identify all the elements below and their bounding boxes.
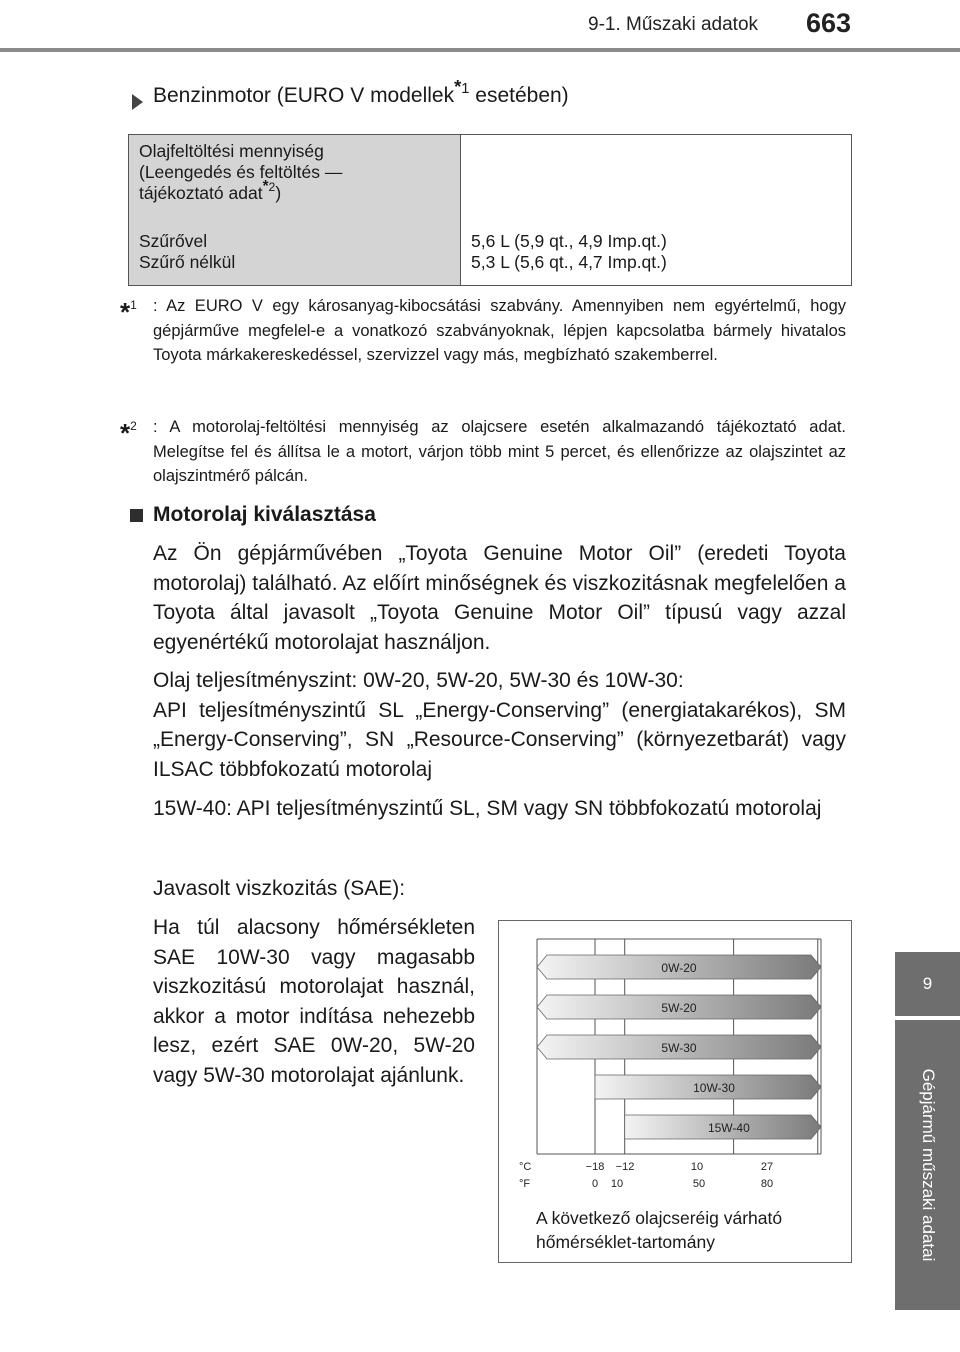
viscosity-bar-label: 15W-40 xyxy=(707,1121,750,1135)
oil-15w40-paragraph: 15W-40: API teljesítményszintű SL, SM vagy SN többfokozatú motorolaj xyxy=(153,797,822,820)
viscosity-label: Javasolt viszkozitás (SAE): xyxy=(153,877,406,900)
motor-oil-heading: Motorolaj kiválasztása xyxy=(153,503,376,526)
arrow-bullet-icon xyxy=(132,94,143,110)
viscosity-bar-label: 0W-20 xyxy=(661,961,697,975)
row-without-filter-value: 5,3 L (5,6 qt., 4,7 Imp.qt.) xyxy=(471,252,667,272)
footnote-1-marker: *$^1$ xyxy=(120,297,137,327)
oil-capacity-label-cell xyxy=(129,135,461,285)
fahrenheit-tick-label: 80 xyxy=(760,1178,774,1190)
table-label-line3: tájékoztató adat$^{*2}$) xyxy=(139,177,282,203)
oil-capacity-table xyxy=(128,134,852,286)
header-divider xyxy=(0,48,960,52)
row-with-filter-value: 5,6 L (5,9 qt., 4,9 Imp.qt.) xyxy=(471,231,667,251)
celsius-tick-label: −12 xyxy=(615,1161,635,1173)
footnote-2-text: : A motorolaj-feltöltési mennyiség az olajcsere esetén alkalmazandó tájékoztató adat. Melegítse fel és állítsa le a motort, várjon több mint 5 percet, és ellenőrizze az olajszintet az olajszintmérő pálcán. xyxy=(153,418,846,485)
celsius-unit-label: °C xyxy=(519,1161,532,1173)
section-heading xyxy=(153,75,569,108)
row-without-filter-label: Szűrő nélkül xyxy=(139,252,236,272)
fahrenheit-tick-label: 50 xyxy=(692,1178,706,1190)
section-heading-text: Benzinmotor (EURO V modellek xyxy=(153,84,455,107)
square-bullet-icon xyxy=(130,509,143,522)
oil-grade-line1: Olaj teljesítményszint: 0W-20, 5W-20, 5W-30 és 10W-30: xyxy=(153,669,684,692)
viscosity-bar-label: 5W-30 xyxy=(661,1041,697,1055)
table-label-line1: Olajfeltöltési mennyiség xyxy=(139,141,324,161)
motor-oil-intro-paragraph: Az Ön gépjárművében „Toyota Genuine Motor Oil” (eredeti Toyota motorolaj) található. Az előírt minőségnek és viszkozitásnak megfelelően a Toyota által javasolt „Toyota Genuine Motor Oil” típusú vagy azzal egyenértékű motorolajat használjon. xyxy=(153,542,846,654)
footnote-1 xyxy=(120,294,846,368)
table-label-line2: (Leengedés és feltöltés — xyxy=(139,162,343,182)
viscosity-bar-label: 10W-30 xyxy=(693,1081,735,1095)
fahrenheit-tick-label: 0 xyxy=(591,1178,599,1190)
footnote-2 xyxy=(120,415,846,489)
fahrenheit-unit-label: °F xyxy=(519,1178,531,1190)
celsius-tick-label: −18 xyxy=(585,1161,605,1173)
footnote-1-text: : Az EURO V egy károsanyag-kibocsátási szabvány. Amennyiben nem egyértelmű, hogy gépjárműve megfelel-e a vonatkozó szabványoknak, lépjen kapcsolatba bármely hivatalos Toyota márkakereskedéssel, szervizzel vagy más, megbízható szakemberrel. xyxy=(153,297,846,364)
fahrenheit-tick-label: 10 xyxy=(610,1178,624,1190)
chapter-number: 9 xyxy=(922,974,933,993)
row-with-filter-label: Szűrővel xyxy=(139,231,208,251)
celsius-tick-label: 27 xyxy=(760,1161,774,1173)
chart-caption-line1: A következő olajcseréig várható xyxy=(536,1208,783,1228)
viscosity-bar-label: 5W-20 xyxy=(661,1001,697,1015)
oil-grade-detail: API teljesítményszintű SL „Energy-Conserving” (energiatakarékos), SM „Energy-Conserving”, SN „Resource-Conserving” (környezetbarát) vagy ILSAC többfokozatú motorolaj xyxy=(153,698,846,781)
chapter-title: Gépjármű műszaki adatai xyxy=(918,1068,938,1262)
oil-grade-paragraph xyxy=(153,666,846,784)
section-heading-suffix: esetében) xyxy=(469,84,569,107)
footnote-ref-1: *1 xyxy=(454,75,470,97)
chart-caption-line2: hőmérséklet-tartomány xyxy=(536,1232,715,1252)
viscosity-advice-paragraph: Ha túl alacsony hőmérsékleten SAE 10W-30 vagy magasabb viszkozitású motorolajat használ, akkor a motor indítása nehezebb lesz, ezért SAE 0W-20, 5W-20 vagy 5W-30 motorolajat ajánlunk. xyxy=(153,916,475,1087)
chart-caption xyxy=(536,1206,782,1254)
chapter-tab-label[interactable] xyxy=(895,1020,960,1310)
oil-capacity-value-cell xyxy=(461,135,851,285)
celsius-tick-label: 10 xyxy=(690,1161,704,1173)
header-section-title: 9-1. Műszaki adatok xyxy=(588,14,759,35)
footnote-2-marker: *$^2$ xyxy=(120,418,137,448)
chapter-tab-number[interactable] xyxy=(895,952,960,1016)
page-number: 663 xyxy=(806,8,852,38)
